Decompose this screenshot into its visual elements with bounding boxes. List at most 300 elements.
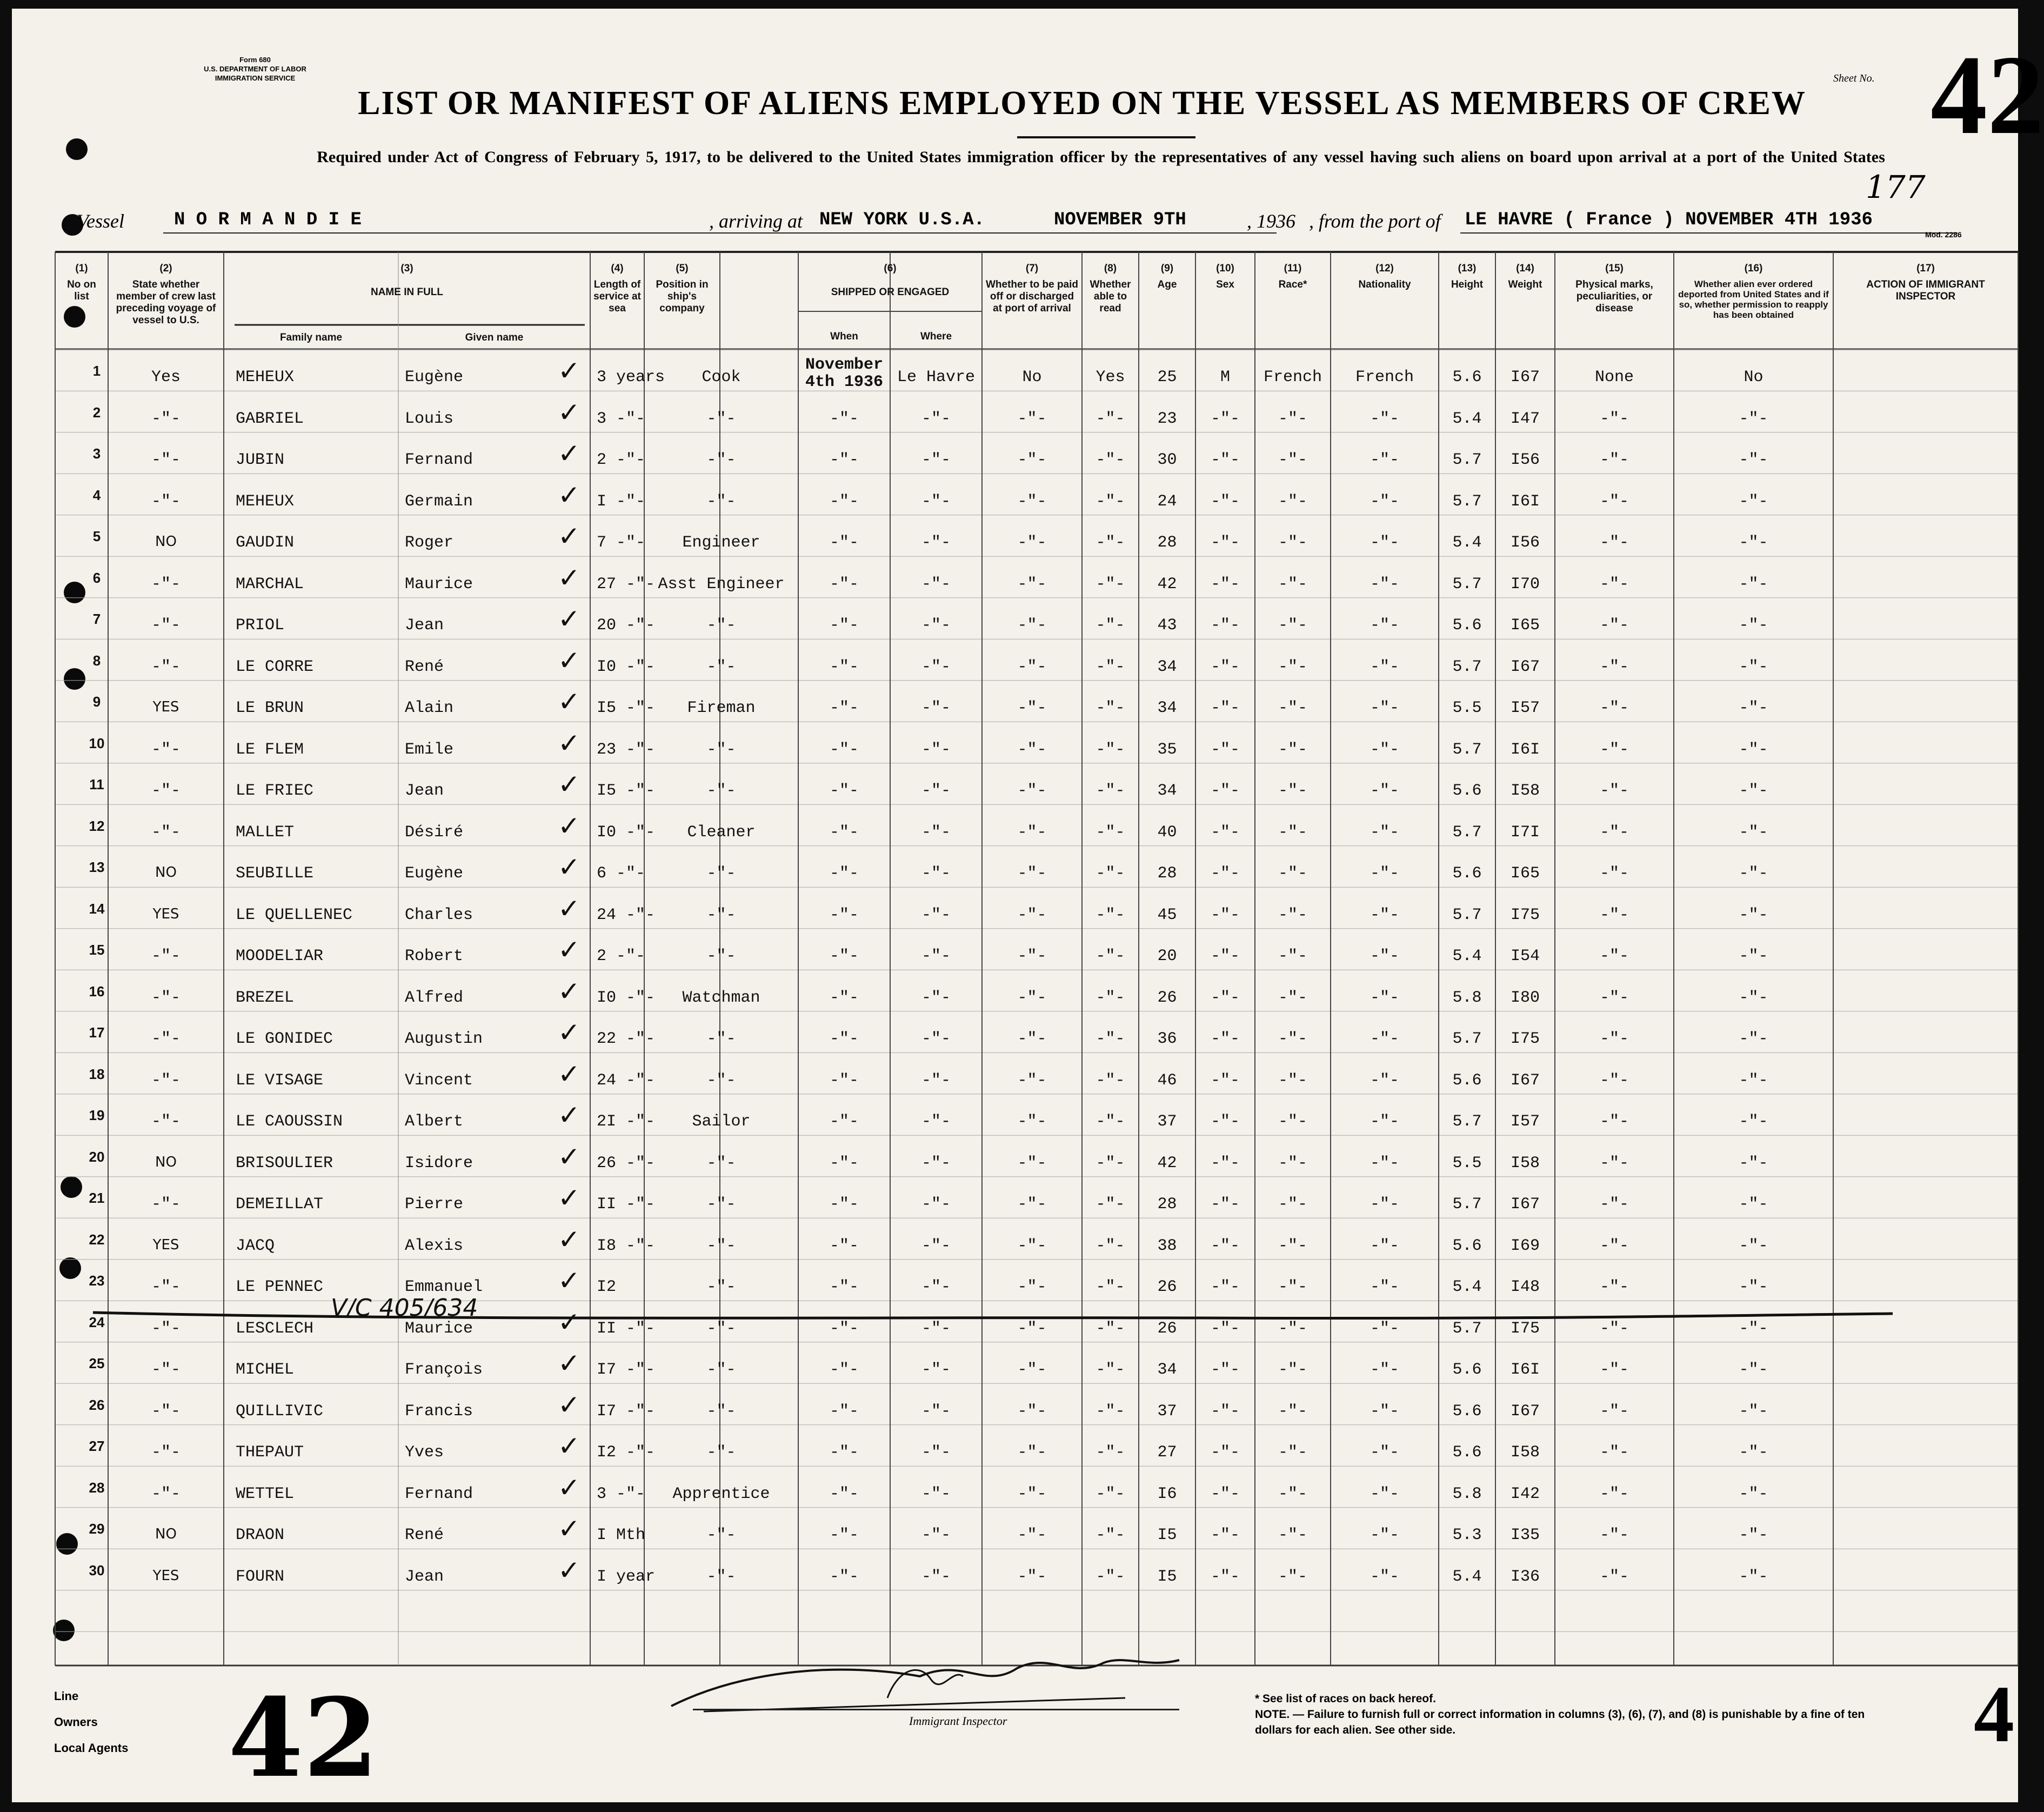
physical-marks-cell: -"- (1599, 864, 1629, 883)
height-cell: 5.4 (1452, 947, 1482, 965)
able-to-read-cell: Yes (1096, 368, 1125, 387)
deported-cell: -"- (1739, 699, 1768, 717)
shipped-where-cell: -"- (921, 534, 951, 552)
weight-cell: I6I (1510, 740, 1540, 759)
sex-cell: -"- (1210, 534, 1240, 552)
able-to-read-cell: -"- (1096, 1319, 1125, 1338)
prev-voyage-cell: NO (155, 534, 177, 550)
weight-cell: I54 (1510, 947, 1540, 965)
deported-cell: -"- (1739, 1319, 1768, 1338)
line-number: 9 (92, 694, 101, 710)
shipped-when-cell: -"- (829, 823, 859, 842)
paid-off-cell: -"- (1017, 1030, 1047, 1048)
weight-cell: I7I (1510, 823, 1540, 842)
shipped-when-cell: -"- (829, 947, 859, 965)
nationality-cell: -"- (1370, 1402, 1399, 1421)
check-mark-icon: ✓ (558, 686, 580, 717)
service-length-cell: 2 -"- (597, 947, 646, 965)
prev-voyage-cell: -"- (151, 575, 181, 594)
service-length-cell: 26 -"- (597, 1154, 656, 1173)
col3-header: NAME IN FULL (370, 287, 444, 298)
deported-cell: -"- (1739, 823, 1768, 842)
owners-label: Owners (54, 1715, 98, 1729)
race-cell: -"- (1278, 1154, 1307, 1173)
height-cell: 5.7 (1452, 1030, 1482, 1048)
col1-number: (1) (75, 263, 88, 274)
paid-off-cell: -"- (1017, 1112, 1047, 1131)
position-cell: -"- (706, 1278, 736, 1296)
service-length-cell: I0 -"- (597, 988, 656, 1007)
able-to-read-cell: -"- (1096, 947, 1125, 965)
family-name-cell: FOURN (236, 1567, 285, 1586)
deported-cell: No (1744, 368, 1764, 387)
race-cell: -"- (1278, 492, 1307, 511)
prev-voyage-cell: -"- (151, 1071, 181, 1090)
physical-marks-cell: -"- (1599, 657, 1629, 676)
family-name-cell: LE CAOUSSIN (236, 1112, 343, 1131)
shipped-when-cell: -"- (829, 1402, 859, 1421)
line-number: 30 (89, 1562, 105, 1578)
family-name-cell: LE QUELLENEC (236, 905, 353, 924)
shipped-where-cell: -"- (921, 1319, 951, 1338)
physical-marks-cell: -"- (1599, 534, 1629, 552)
line-number: 18 (89, 1065, 105, 1082)
deported-cell: -"- (1739, 1526, 1768, 1544)
position-cell: -"- (706, 947, 736, 965)
position-cell: Cook (702, 368, 741, 387)
sex-cell: -"- (1210, 1443, 1240, 1462)
shipped-where-cell: -"- (921, 616, 951, 635)
nationality-cell: -"- (1370, 1112, 1399, 1131)
sex-cell: -"- (1210, 616, 1240, 635)
check-mark-icon: ✓ (558, 1389, 580, 1421)
age-cell: 37 (1157, 1112, 1177, 1131)
nationality-cell: -"- (1370, 1443, 1399, 1462)
col5-header: Position in ship's company (656, 279, 709, 314)
able-to-read-cell: -"- (1096, 1443, 1125, 1462)
nationality-cell: -"- (1370, 1195, 1399, 1214)
age-cell: 24 (1157, 492, 1177, 511)
given-name-cell: Désiré (405, 823, 464, 842)
family-name-cell: MALLET (236, 823, 295, 842)
col12-number: (12) (1375, 263, 1394, 274)
shipped-where-cell: -"- (921, 1112, 951, 1131)
race-cell: -"- (1278, 1567, 1307, 1586)
check-mark-icon: ✓ (558, 603, 580, 635)
line-number: 25 (89, 1355, 105, 1371)
service-length-cell: 23 -"- (597, 740, 656, 759)
deported-cell: -"- (1739, 1361, 1768, 1379)
shipped-when-cell: -"- (829, 657, 859, 676)
line-number: 22 (89, 1231, 105, 1248)
height-cell: 5.8 (1452, 988, 1482, 1007)
col10-header: Sex (1216, 279, 1234, 290)
nationality-cell: -"- (1370, 616, 1399, 635)
able-to-read-cell: -"- (1096, 1526, 1125, 1544)
races-note: * See list of races on back hereof. (1255, 1693, 1436, 1705)
sex-cell: -"- (1210, 409, 1240, 428)
race-cell: -"- (1278, 905, 1307, 924)
shipped-where-cell: -"- (921, 699, 951, 717)
family-name-cell: LE BRUN (236, 699, 304, 717)
shipped-where-cell: -"- (921, 1195, 951, 1214)
check-mark-icon: ✓ (558, 479, 580, 511)
sex-cell: -"- (1210, 988, 1240, 1007)
col11-number: (11) (1284, 263, 1302, 274)
paid-off-cell: -"- (1017, 988, 1047, 1007)
prev-voyage-cell: -"- (151, 1443, 181, 1462)
age-cell: 43 (1157, 616, 1177, 635)
nationality-cell: -"- (1370, 451, 1399, 469)
given-name-cell: Isidore (405, 1154, 473, 1173)
position-cell: Apprentice (672, 1484, 770, 1503)
shipped-where-cell: -"- (921, 1361, 951, 1379)
check-mark-icon: ✓ (558, 1100, 580, 1131)
col13-number: (13) (1458, 263, 1477, 274)
shipped-where-cell: -"- (921, 1443, 951, 1462)
check-mark-icon: ✓ (558, 1223, 580, 1255)
arriving-label: , arriving at (709, 210, 803, 232)
family-name-cell: MARCHAL (236, 575, 304, 594)
race-cell: -"- (1278, 1030, 1307, 1048)
shipped-where-cell: -"- (921, 1526, 951, 1544)
given-name-cell: Vincent (405, 1071, 473, 1090)
shipped-where-cell: -"- (921, 1484, 951, 1503)
service-length-cell: 24 -"- (597, 905, 656, 924)
line-label: Line (54, 1689, 79, 1703)
given-name-cell: François (405, 1361, 483, 1379)
height-cell: 5.7 (1452, 451, 1482, 469)
deported-cell: -"- (1739, 616, 1768, 635)
weight-cell: I56 (1510, 451, 1540, 469)
physical-marks-cell: -"- (1599, 1236, 1629, 1255)
paid-off-cell: -"- (1017, 1071, 1047, 1090)
able-to-read-cell: -"- (1096, 451, 1125, 469)
able-to-read-cell: -"- (1096, 1071, 1125, 1090)
physical-marks-cell: -"- (1599, 1112, 1629, 1131)
check-mark-icon: ✓ (558, 810, 580, 842)
position-cell: -"- (706, 864, 736, 883)
inspector-label: Immigrant Inspector (909, 1714, 1007, 1728)
service-length-cell: II -"- (597, 1195, 656, 1214)
col3-number: (3) (400, 263, 413, 274)
weight-cell: I65 (1510, 864, 1540, 883)
arrival-date: NOVEMBER 9TH (1054, 210, 1186, 230)
check-mark-icon: ✓ (558, 1306, 580, 1338)
given-name-cell: Fernand (405, 451, 473, 469)
prev-voyage-cell: -"- (151, 1112, 181, 1131)
height-cell: 5.5 (1452, 699, 1482, 717)
weight-cell: I67 (1510, 1195, 1540, 1214)
position-cell: -"- (706, 1071, 736, 1090)
weight-cell: I75 (1510, 905, 1540, 924)
position-cell: -"- (706, 1567, 736, 1586)
shipped-where-cell: -"- (921, 905, 951, 924)
shipped-where-cell: -"- (921, 1402, 951, 1421)
able-to-read-cell: -"- (1096, 1278, 1125, 1296)
shipped-when-cell: -"- (829, 1236, 859, 1255)
paid-off-cell: -"- (1017, 1154, 1047, 1173)
line-number: 20 (89, 1148, 105, 1165)
prev-voyage-cell: YES (152, 1567, 179, 1584)
weight-cell: I67 (1510, 368, 1540, 387)
service-length-cell: I -"- (597, 492, 646, 511)
col7-number: (7) (1025, 263, 1039, 274)
service-length-cell: I2 -"- (597, 1443, 656, 1462)
sex-cell: -"- (1210, 451, 1240, 469)
prev-voyage-cell: -"- (151, 947, 181, 965)
deported-cell: -"- (1739, 782, 1768, 800)
physical-marks-cell: -"- (1599, 1278, 1629, 1296)
position-cell: Asst Engineer (658, 575, 785, 594)
physical-marks-cell: -"- (1599, 1484, 1629, 1503)
line-number: 3 (92, 445, 101, 462)
paid-off-cell: -"- (1017, 864, 1047, 883)
nationality-cell: -"- (1370, 988, 1399, 1007)
paid-off-cell: No (1022, 368, 1042, 387)
family-name-cell: MOODELIAR (236, 947, 324, 965)
paid-off-cell: -"- (1017, 1484, 1047, 1503)
physical-marks-cell: -"- (1599, 740, 1629, 759)
service-length-cell: I7 -"- (597, 1402, 656, 1421)
race-cell: -"- (1278, 1236, 1307, 1255)
nationality-cell: French (1355, 368, 1414, 387)
position-cell: -"- (706, 1319, 736, 1338)
race-cell: -"- (1278, 1402, 1307, 1421)
shipped-when-cell: -"- (829, 1112, 859, 1131)
line-number: 8 (92, 652, 101, 669)
physical-marks-cell: -"- (1599, 492, 1629, 511)
family-name-cell: MEHEUX (236, 368, 295, 387)
race-cell: -"- (1278, 1071, 1307, 1090)
position-cell: -"- (706, 409, 736, 428)
check-mark-icon: ✓ (558, 1265, 580, 1296)
family-name-cell: LE CORRE (236, 657, 314, 676)
age-cell: 30 (1157, 451, 1177, 469)
able-to-read-cell: -"- (1096, 740, 1125, 759)
line-number: 27 (89, 1438, 105, 1454)
prev-voyage-cell: -"- (151, 1278, 181, 1296)
race-cell: -"- (1278, 988, 1307, 1007)
age-cell: I5 (1157, 1567, 1177, 1586)
line-number: 26 (89, 1396, 105, 1413)
sex-cell: -"- (1210, 1278, 1240, 1296)
age-cell: 37 (1157, 1402, 1177, 1421)
shipped-where-cell: -"- (921, 575, 951, 594)
age-cell: 42 (1157, 575, 1177, 594)
physical-marks-cell: -"- (1599, 1195, 1629, 1214)
shipped-when-cell: -"- (829, 1526, 859, 1544)
age-cell: 36 (1157, 1030, 1177, 1048)
where-header: Where (920, 331, 952, 342)
check-mark-icon: ✓ (558, 1348, 580, 1379)
sex-cell: -"- (1210, 905, 1240, 924)
prev-voyage-cell: YES (152, 905, 179, 922)
sex-cell: -"- (1210, 657, 1240, 676)
paid-off-cell: -"- (1017, 451, 1047, 469)
position-cell: -"- (706, 1526, 736, 1544)
prev-voyage-cell: YES (152, 1236, 179, 1253)
col1-header: No on list (67, 279, 96, 302)
col12-header: Nationality (1358, 279, 1411, 290)
height-cell: 5.7 (1452, 1319, 1482, 1338)
physical-marks-cell: -"- (1599, 988, 1629, 1007)
able-to-read-cell: -"- (1096, 905, 1125, 924)
service-length-cell: I0 -"- (597, 823, 656, 842)
prev-voyage-cell: -"- (151, 988, 181, 1007)
height-cell: 5.6 (1452, 1361, 1482, 1379)
paid-off-cell: -"- (1017, 1402, 1047, 1421)
age-cell: I6 (1157, 1484, 1177, 1503)
age-cell: I5 (1157, 1526, 1177, 1544)
height-cell: 5.6 (1452, 1236, 1482, 1255)
shipped-where-cell: -"- (921, 947, 951, 965)
family-name-cell: DRAON (236, 1526, 285, 1544)
shipped-when-cell: -"- (829, 1361, 859, 1379)
age-cell: 20 (1157, 947, 1177, 965)
able-to-read-cell: -"- (1096, 782, 1125, 800)
prev-voyage-cell: NO (155, 864, 177, 881)
race-cell: -"- (1278, 699, 1307, 717)
family-name-cell: PRIOL (236, 616, 285, 635)
shipped-where-cell: -"- (921, 1071, 951, 1090)
handwritten-sheet-number: 42 (228, 1675, 379, 1802)
height-cell: 5.6 (1452, 368, 1482, 387)
physical-marks-cell: -"- (1599, 1567, 1629, 1586)
height-cell: 5.6 (1452, 864, 1482, 883)
correction-annotation: V/C 405/634 (331, 1294, 478, 1322)
shipped-when-cell: -"- (829, 616, 859, 635)
sex-cell: -"- (1210, 1236, 1240, 1255)
col11-header: Race* (1278, 279, 1307, 290)
race-cell: -"- (1278, 534, 1307, 552)
nationality-cell: -"- (1370, 1030, 1399, 1048)
line-number: 1 (92, 363, 101, 379)
check-mark-icon: ✓ (558, 1141, 580, 1173)
paid-off-cell: -"- (1017, 823, 1047, 842)
shipped-when-cell: -"- (829, 1443, 859, 1462)
race-cell: -"- (1278, 1195, 1307, 1214)
nationality-cell: -"- (1370, 1154, 1399, 1173)
family-name-cell: WETTEL (236, 1484, 295, 1503)
check-mark-icon: ✓ (558, 562, 580, 594)
physical-marks-cell: -"- (1599, 1361, 1629, 1379)
check-mark-icon: ✓ (558, 727, 580, 759)
age-cell: 46 (1157, 1071, 1177, 1090)
given-name-cell: René (405, 1526, 444, 1544)
shipped-when-cell: -"- (829, 699, 859, 717)
col14-number: (14) (1516, 263, 1534, 274)
weight-cell: I56 (1510, 534, 1540, 552)
department-name: U.S. DEPARTMENT OF LABOR (204, 65, 306, 73)
service-length-cell: 24 -"- (597, 1071, 656, 1090)
physical-marks-cell: -"- (1599, 905, 1629, 924)
height-cell: 5.6 (1452, 782, 1482, 800)
race-cell: -"- (1278, 740, 1307, 759)
shipped-when-cell: -"- (829, 575, 859, 594)
check-mark-icon: ✓ (558, 438, 580, 469)
shipped-when-cell: -"- (829, 1484, 859, 1503)
deported-cell: -"- (1739, 451, 1768, 469)
shipped-where-cell: -"- (921, 1154, 951, 1173)
deported-cell: -"- (1739, 1030, 1768, 1048)
height-cell: 5.6 (1452, 616, 1482, 635)
check-mark-icon: ✓ (558, 1513, 580, 1544)
col17-number: (17) (1916, 263, 1935, 274)
line-number: 2 (92, 404, 101, 421)
given-name-cell: Alexis (405, 1236, 464, 1255)
prev-voyage-cell: -"- (151, 1319, 181, 1338)
sex-cell: -"- (1210, 782, 1240, 800)
height-cell: 5.6 (1452, 1402, 1482, 1421)
paid-off-cell: -"- (1017, 616, 1047, 635)
race-cell: -"- (1278, 1319, 1307, 1338)
physical-marks-cell: -"- (1599, 1526, 1629, 1544)
nationality-cell: -"- (1370, 947, 1399, 965)
prev-voyage-cell: Yes (151, 368, 181, 387)
shipped-where-cell: Le Havre (897, 368, 976, 387)
shipped-when-cell: -"- (829, 740, 859, 759)
able-to-read-cell: -"- (1096, 823, 1125, 842)
prev-voyage-cell: -"- (151, 451, 181, 469)
shipped-where-cell: -"- (921, 657, 951, 676)
weight-cell: I75 (1510, 1319, 1540, 1338)
age-cell: 28 (1157, 534, 1177, 552)
weight-cell: I57 (1510, 1112, 1540, 1131)
height-cell: 5.7 (1452, 823, 1482, 842)
given-name-cell: Alain (405, 699, 454, 717)
service-length-cell: I2 (597, 1278, 617, 1296)
position-cell: Sailor (692, 1112, 751, 1131)
check-mark-icon: ✓ (558, 396, 580, 428)
handwritten-page-number: 177 (1866, 169, 1926, 205)
from-label: , from the port of (1309, 210, 1441, 232)
col7-header: Whether to be paid off or discharged at port of arrival (986, 279, 1078, 314)
given-name-cell: Jean (405, 616, 444, 635)
line-number: 17 (89, 1024, 105, 1041)
race-cell: -"- (1278, 616, 1307, 635)
service-length-cell: 7 -"- (597, 534, 646, 552)
family-name-cell: LE FLEM (236, 740, 304, 759)
prev-voyage-cell: -"- (151, 1402, 181, 1421)
able-to-read-cell: -"- (1096, 864, 1125, 883)
col14-header: Weight (1508, 279, 1542, 290)
able-to-read-cell: -"- (1096, 616, 1125, 635)
shipped-where-cell: -"- (921, 823, 951, 842)
position-cell: -"- (706, 1236, 736, 1255)
able-to-read-cell: -"- (1096, 699, 1125, 717)
age-cell: 28 (1157, 1195, 1177, 1214)
weight-cell: I80 (1510, 988, 1540, 1007)
position-cell: -"- (706, 905, 736, 924)
height-cell: 5.4 (1452, 534, 1482, 552)
deported-cell: -"- (1739, 492, 1768, 511)
line-number: 13 (89, 859, 105, 875)
check-mark-icon: ✓ (558, 1058, 580, 1090)
position-cell: Cleaner (687, 823, 756, 842)
weight-cell: I69 (1510, 1236, 1540, 1255)
sex-cell: -"- (1210, 1195, 1240, 1214)
given-name-cell: Fernand (405, 1484, 473, 1503)
nationality-cell: -"- (1370, 1567, 1399, 1586)
age-cell: 25 (1157, 368, 1177, 387)
position-cell: Fireman (687, 699, 756, 717)
paid-off-cell: -"- (1017, 534, 1047, 552)
given-name-cell: Alfred (405, 988, 464, 1007)
given-name-cell: Jean (405, 1567, 444, 1586)
position-cell: Engineer (682, 534, 760, 552)
race-cell: -"- (1278, 657, 1307, 676)
